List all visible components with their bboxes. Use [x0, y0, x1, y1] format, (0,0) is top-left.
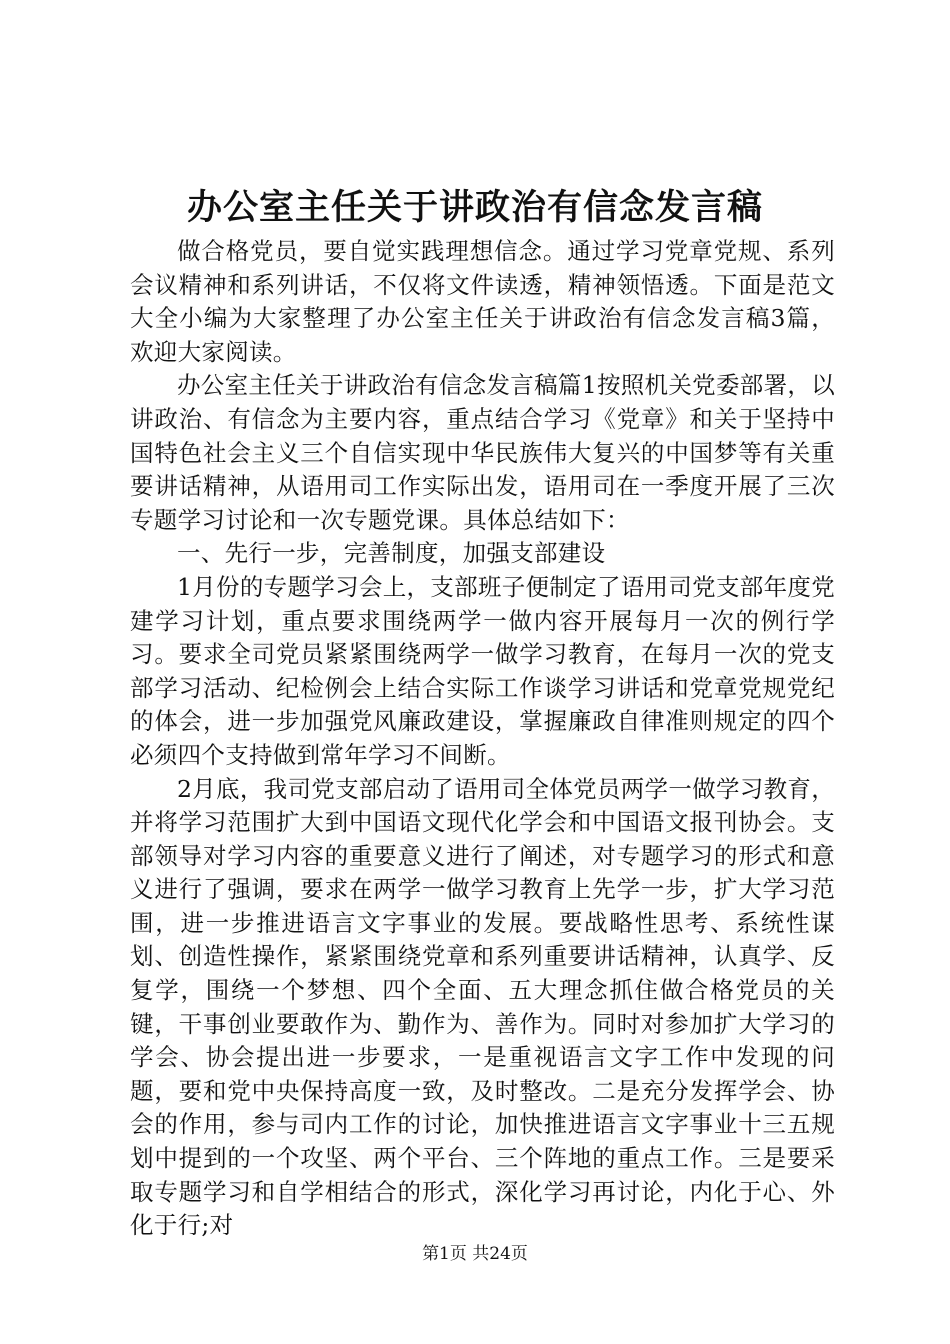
- page-footer: 第1页 共24页: [422, 1244, 528, 1264]
- paragraph-february: 2月底，我司党支部启动了语用司全体党员两学一做学习教育，并将学习范围扩大到中国语文现代化学会和中国语文报刊协会。支部领导对学习内容的重要意义进行了阐述，对专题学习的形式和意义进行了强调，要求在两学一做学习教育上先学一步，扩大学习范围，进一步推进语言文字事业的发展。要战略性思考、系统性谋划、创造性操作，紧紧围绕党章和系列重要讲话精神，认真学、反复学，围绕一个梦想、四个全面、五大理念抓住做合格党员的关键，干事创业要敢作为、勤作为、善作为。同时对参加扩大学习的学会、协会提出进一步要求，一是重视语言文字工作中发现的问题，要和党中央保持高度一致，及时整改。二是充分发挥学会、协会的作用，参与司内工作的讨论，加快推进语言文字事业十三五规划中提到的一个攻坚、两个平台、三个阵地的重点工作。三是要采取专题学习和自学相结合的形式，深化学习再讨论，内化于心、外化于行;对: [130, 774, 835, 1240]
- document-title: 办公室主任关于讲政治有信念发言稿: [186, 187, 763, 228]
- paragraph-intro: 做合格党员，要自觉实践理想信念。通过学习党章党规、系列会议精神和系列讲话，不仅将文件读透，精神领悟透。下面是范文大全小编为大家整理了办公室主任关于讲政治有信念发言稿3篇，欢迎大家阅读。: [130, 237, 835, 366]
- section-heading-1: 一、先行一步，完善制度，加强支部建设: [177, 539, 606, 568]
- document-body: [130, 235, 835, 1243]
- paragraph-january: 1月份的专题学习会上，支部班子便制定了语用司党支部年度党建学习计划，重点要求围绕两学一做内容开展每月一次的例行学习。要求全司党员紧紧围绕两学一做学习教育，在每月一次的党支部学习活动、纪检例会上结合实际工作谈学习讲话和党章党规党纪的体会，进一步加强党风廉政建设，掌握廉政自律准则规定的四个必须四个支持做到常年学习不间断。: [130, 572, 835, 769]
- paragraph-overview: 办公室主任关于讲政治有信念发言稿篇1按照机关党委部署，以讲政治、有信念为主要内容，重点结合学习《党章》和关于坚持中国特色社会主义三个自信实现中华民族伟大复兴的中国梦等有关重要讲话精神，从语用司工作实际出发，语用司在一季度开展了三次专题学习讨论和一次专题党课。具体总结如下：: [130, 371, 835, 534]
